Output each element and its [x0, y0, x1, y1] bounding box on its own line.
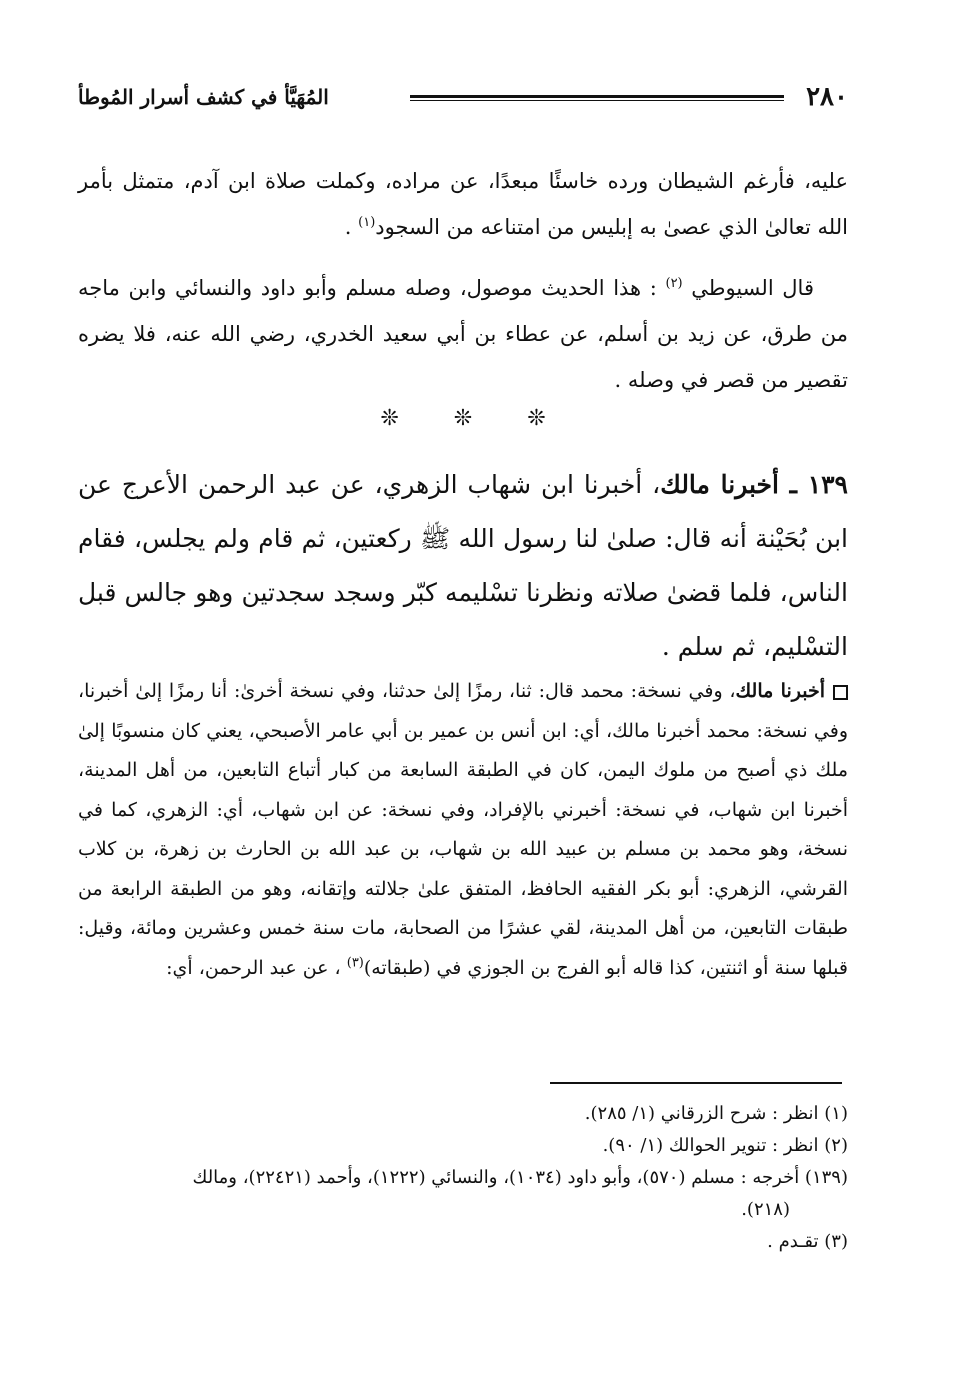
footnote-2: (٢) انظر : تنوير الحوالك (١/ ٩٠). [602, 1135, 848, 1156]
footnote-ref-3: (٣) [346, 955, 364, 971]
section-separator: ❊ ❊ ❊ [380, 406, 546, 431]
footnote-1: (١) انظر : شرح الزرقاني (١/ ٢٨٥). [584, 1103, 848, 1124]
hadith-number: ١٣٩ ـ أخبرنا مالك [660, 470, 848, 499]
square-box-icon [833, 685, 848, 700]
running-title: المُهَيَّأ في كشف أسرار المُوطأ [78, 85, 329, 109]
paragraph1-end: . [344, 215, 359, 239]
footnote-139-continued: (٢١٨). [741, 1199, 790, 1220]
paragraph-suyuti [78, 265, 848, 403]
header-rule [410, 95, 784, 101]
commentary-lead: أخبرنا مالك [735, 680, 825, 702]
commentary-body: ، وفي نسخة: محمد قال: ثنا، رمزًا إلىٰ حدثنا، وفي نسخة أخرىٰ: أنا رمزًا إلىٰ أخبرنا، وفي نسخة: محمد أخبرنا مالك، أي: ابن أنس بن عمير بن أبي عامر الأصبحي، يعني كان منسوبًا إلىٰ ملك ذي أصبح من ملوك اليمن، كان في الطبقة السابعة من كبار أتباع التابعين، من أهل المدينة، أخبرنا ابن شهاب، في نسخة: أخبرني بالإفراد، وفي نسخة: عن ابن شهاب، أي: الزهري، كما في نسخة، وهو محمد بن مسلم بن عبيد الله بن شهاب، بن عبد الله بن الحارث بن زهرة، بن كلاب القرشي، الزهري: أبو بكر الفقيه الحافظ، المتفق علىٰ جلالته وإتقانه، وهو من الطبقة الرابعة من طبقات التابعين، من أهل المدينة، لقي عشرًا من الصحابة، مات سنة خمس وعشرين ومائة، وقيل: قبلها سنة أو اثنتين، كذا قاله أبو الفرج بن الجوزي في (طبقاته) [78, 680, 848, 979]
footnotes [78, 1098, 848, 1258]
paragraph2-start: قال السيوطي [691, 276, 814, 300]
hadith-body: ، أخبرنا ابن شهاب الزهري، عن عبد الرحمن الأعرج عن ابن بُحَيْنة أنه قال: صلىٰ لنا رسول الله ﷺ ركعتين، ثم قام ولم يجلس، فقام الناس، فلما قضىٰ صلاته ونظرنا تسْليمه كبّر وسجد سجدتين وهو جالس قبل التسْليم، ثم سلم . [78, 470, 848, 661]
paragraph-continuation [78, 158, 848, 250]
footnote-139: (١٣٩) أخرجه : مسلم (٥٧٠)، وأبو داود (١٠٣٤)، والنسائي (١٢٢٢)، وأحمد (٢٢٤٢١)، ومالك [192, 1167, 848, 1188]
page-number: ٢٨٠ [806, 82, 848, 112]
paragraph1-text: عليه، فأرغم الشيطان ورده خاسئًا مبعدًا، عن مراده، وكملت صلاة ابن آدم، متمثل بأمر الله تعالىٰ الذي عصىٰ به إبليس من امتناعه من السجود [78, 169, 848, 239]
commentary [78, 672, 848, 988]
hadith-text [78, 458, 848, 674]
footnote-divider [550, 1082, 842, 1084]
footnote-3: (٣) تقـدم . [767, 1231, 848, 1252]
paragraph2-rest: : هذا الحديث موصول، وصله مسلم وأبو داود والنسائي وابن ماجه من طرق، عن زيد بن أسلم، عن عطاء بن أبي سعيد الخدري، رضي الله عنه، فلا يضره تقصير من قصر في وصله . [78, 276, 848, 392]
page-header [78, 78, 848, 118]
footnote-ref-2: (٢) [665, 276, 683, 291]
footnote-ref-1: (١) [358, 215, 376, 230]
commentary-tail: ، عن عبد الرحمن، أي: [166, 956, 347, 979]
